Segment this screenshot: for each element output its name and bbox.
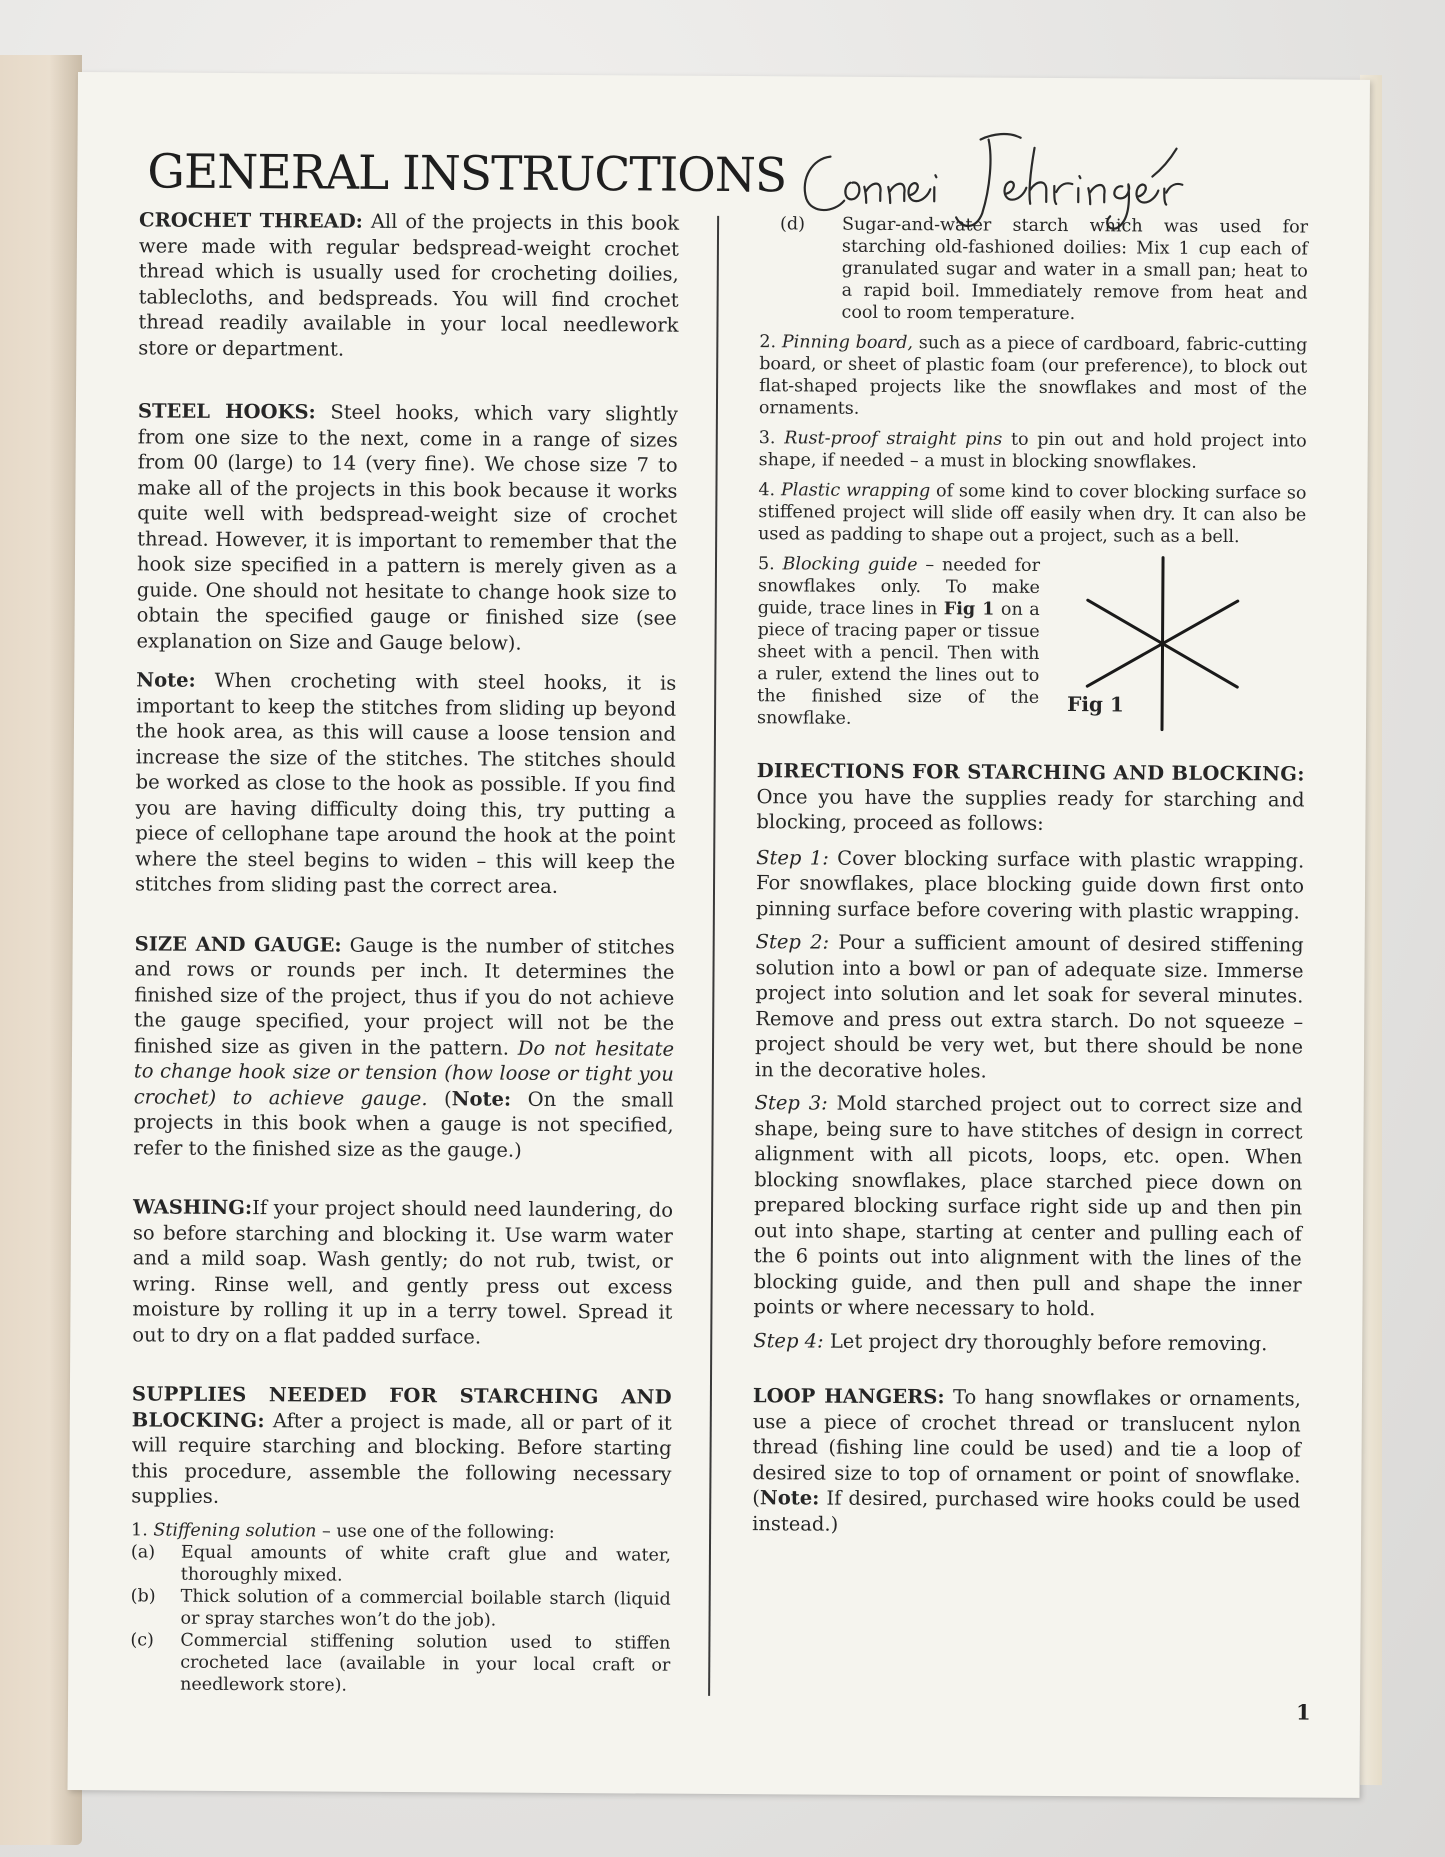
- loop-hangers-section: [752, 1383, 1301, 1539]
- right-column: [752, 213, 1308, 1539]
- figure-label: Fig 1: [1067, 692, 1124, 717]
- size-gauge-section: [133, 931, 674, 1164]
- item-number: 1.: [131, 1519, 148, 1540]
- washing-section: [132, 1194, 673, 1350]
- step-item: [753, 1090, 1302, 1323]
- item-text: Equal amounts of white craft glue and water, thoroughly mixed.: [180, 1542, 672, 1586]
- section-text: To hang snowflakes or ornaments, use a piece of crochet thread or translucent nylon thread (fishing line could be used) and tie a loop of desired size to top of ornament or point of snowflake. (: [752, 1385, 1301, 1510]
- item-text: to pin out and hold project into shape, if needed – a must in blocking snowflakes.: [758, 429, 1307, 473]
- page-title: GENERAL INSTRUCTIONS: [147, 144, 787, 204]
- steel-hooks-section: [136, 398, 678, 656]
- directions-section: [756, 758, 1304, 838]
- section-heading: WASHING:: [132, 1195, 253, 1220]
- section-text: On the small projects in this book when a gauge is not specified, refer to the finished size as the gauge.): [133, 1087, 674, 1162]
- item-label: (b): [130, 1585, 156, 1607]
- supplies-list: [758, 331, 1307, 548]
- step-label: Step 3:: [754, 1091, 828, 1115]
- section-heading: LOOP HANGERS:: [752, 1384, 945, 1409]
- italic-text: Plastic wrapping: [780, 480, 931, 502]
- step-label: Step 4:: [753, 1328, 824, 1353]
- step-item: [755, 929, 1304, 1085]
- list-item: [130, 1585, 670, 1632]
- section-text: When crocheting with steel hooks, it is important to keep the stitches from sliding up beyond the hook area, as this will cause a loose tension and increase the size of the stitches. The stitches should be worked as close to the hook as possible. If you find you are having difficulty doing this, try putting a piece of cellophane tape around the hook at the point where the steel begins to widen – this will keep the stitches from sliding past the correct area.: [134, 668, 677, 898]
- column-divider: [708, 216, 719, 1696]
- section-heading: CROCHET THREAD:: [139, 208, 363, 233]
- bold-text: Fig 1: [943, 599, 995, 620]
- section-heading: STEEL HOOKS:: [137, 399, 316, 424]
- supplies-section: [131, 1381, 672, 1512]
- item-number: 2.: [759, 332, 782, 353]
- step-item: [756, 845, 1304, 925]
- section-heading: SIZE AND GAUGE:: [134, 931, 342, 957]
- left-column: [130, 207, 679, 1698]
- list-item: [759, 213, 1308, 326]
- item-text: on a piece of tracing paper or tissue sheet with a pencil. Then with a ruler, extend the lines out to the finished size of the snowflake.: [757, 599, 1040, 729]
- booklet-page: [68, 72, 1370, 1798]
- item-text: – needed for snowflakes only. To make guide, trace lines in: [757, 555, 1041, 620]
- item-label: (a): [130, 1541, 156, 1562]
- list-item: [759, 331, 1308, 422]
- item-text: Sugar-and-water starch which was used for starching old-fashioned doilies: Mix 1 cup each of granulated sugar and water in a small pan; heat to a rapid boil. Immediately remove from heat and cool to room temperature.: [841, 214, 1309, 325]
- page-number: 1: [1295, 1699, 1311, 1725]
- step-label: Step 1:: [756, 845, 829, 870]
- section-text: Gauge is the number of stitches and rows or rounds per inch. It determines the finished size of the project, thus if you do not achieve the gauge specified, your project will not be the finished size as given in the pattern.: [133, 933, 675, 1060]
- item-text: of some kind to cover blocking surface so stiffened project will slide off easily when dry. It can also be used as padding to shape out a project, such as a bell.: [758, 481, 1307, 548]
- section-text: Steel hooks, which vary slightly from one size to the next, come in a range of sizes from 00 (large) to 14 (very fine). We chose size 7 to make all of the projects in this book because it works quite well with bedspread-weight size of crochet thread. However, it is important to remember that the hook size specified in a pattern is merely given as a guide. One should not hesitate to change hook size to obtain the specified gauge or finished size (see explanation on Size and Gauge below).: [136, 400, 678, 655]
- step-text: Mold starched project out to correct size and shape, being sure to have stitches of design in correct alignment with all picots, loops, etc. open. When blocking snowflakes, place starched piece down on prepared blocking surface right side up and then pin out into shape, starting at center and pulling each of the 6 points out into alignment with the lines of the blocking guide, and then pull and shape the inner points or where necessary to hold.: [753, 1091, 1303, 1321]
- section-text: All of the projects in this book were made with regular bedspread-weight crochet thread which is usually used for crocheting doilies, tablecloths, and bedspreads. You will find crochet thread readily available in your local needlework store or department.: [138, 209, 680, 361]
- note-label: Note:: [136, 668, 196, 692]
- italic-text: Do not hesitate to change hook size or tension (how loose or tight you crochet) to achieve gauge.: [133, 1036, 675, 1110]
- step-text: Cover blocking surface with plastic wrapping. For snowflakes, place blocking guide down first onto pinning surface before covering with plastic wrapping.: [755, 846, 1305, 923]
- step-label: Step 2:: [755, 930, 830, 954]
- item-text: Thick solution of a commercial boilable starch (liquid or spray starches won’t do the job).: [180, 1586, 671, 1631]
- step-item: [753, 1328, 1301, 1357]
- list-item: [758, 479, 1306, 548]
- list-item: [130, 1629, 670, 1698]
- item-number: 3.: [758, 428, 785, 449]
- crochet-thread-section: [138, 207, 679, 363]
- section-text: After a project is made, all or part of it will require starching and blocking. Before starting this procedure, assemble the following necessary supplies.: [131, 1408, 672, 1508]
- item-text: such as a piece of cardboard, fabric-cutting board, or sheet of plastic foam (our preference), to block out flat-shaped projects like the snowflakes and most of the ornaments.: [758, 333, 1308, 419]
- section-text: If your project should need laundering, do so before starching and blocking it. Use warm water and a mild soap. Wash gently; do not rub, twist, or wring. Rinse well, and gently press out excess moisture by rolling it up in a terry towel. Spread it out to dry on a flat padded surface.: [132, 1196, 674, 1348]
- item-number: 4.: [758, 480, 782, 501]
- italic-text: Rust-proof straight pins: [784, 428, 1003, 450]
- stiffening-item: [131, 1519, 671, 1544]
- list-item: [759, 427, 1307, 474]
- list-item: [131, 1541, 671, 1588]
- section-text: Once you have the supplies ready for starching and blocking, proceed as follows:: [756, 784, 1305, 835]
- blocking-guide-text: [757, 553, 1040, 731]
- italic-text: Pinning board,: [781, 332, 914, 354]
- note-label: Note:: [451, 1086, 512, 1111]
- section-text: If desired, purchased wire hooks could be used instead.): [752, 1486, 1301, 1536]
- italic-text: Blocking guide: [782, 554, 918, 576]
- section-heading: DIRECTIONS FOR STARCHING AND BLOCKING:: [756, 759, 1305, 786]
- note-section: [135, 667, 676, 900]
- item-text: – use one of the following:: [316, 1520, 555, 1543]
- stiffening-list: [130, 1519, 671, 1698]
- note-label: Note:: [759, 1486, 820, 1510]
- section-text: (: [427, 1086, 452, 1110]
- item-label: (d): [780, 214, 806, 235]
- step-text: Pour a sufficient amount of desired stiffening solution into a bowl or pan of adequate size. Immerse project into solution and let soak for several minutes. Remove and press out extra starch. Do not squeeze – project should be very wet, but there should be none in the decorative holes.: [754, 930, 1304, 1083]
- item-text: Commercial stiffening solution used to stiffen crocheted lace (available in your local craft or needlework store).: [180, 1630, 671, 1696]
- item-number: 5.: [757, 554, 783, 575]
- item-label: (c): [130, 1629, 154, 1650]
- italic-text: Stiffening solution: [153, 1519, 317, 1541]
- step-text: Let project dry thoroughly before removing.: [823, 1329, 1268, 1355]
- blocking-guide-item: [757, 553, 1306, 731]
- section-heading: SUPPLIES NEEDED FOR STARCHING AND BLOCKING:: [131, 1382, 672, 1432]
